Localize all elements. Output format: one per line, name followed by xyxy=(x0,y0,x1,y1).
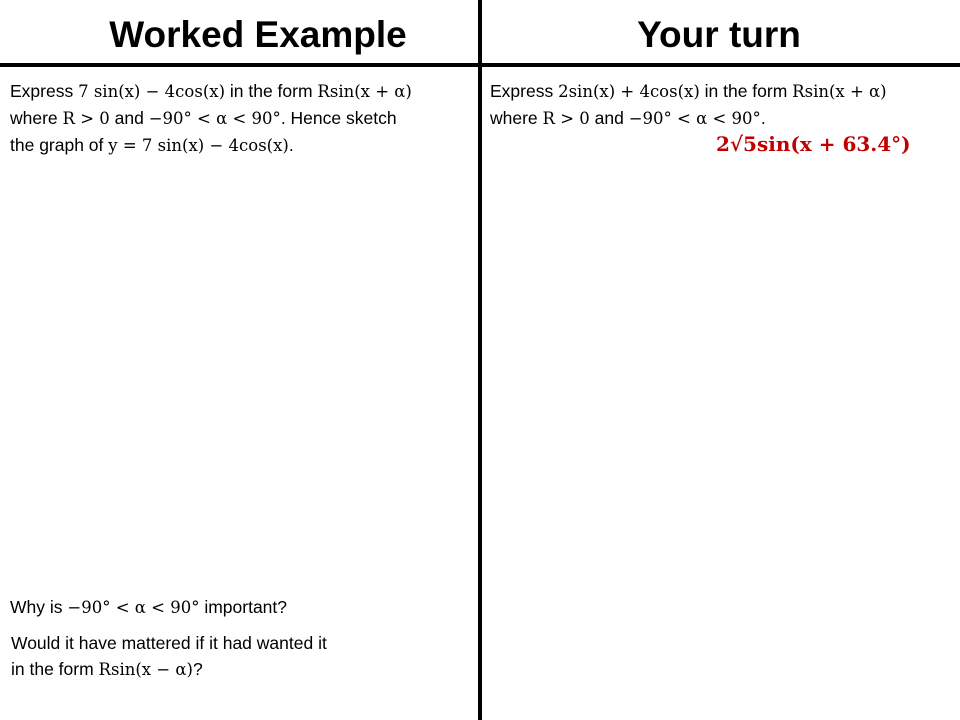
question-why-important xyxy=(10,594,472,621)
question-text: and xyxy=(589,108,629,128)
your-turn-question xyxy=(490,78,952,132)
your-turn-title: Your turn xyxy=(637,14,801,55)
math-condition-r: R > 0 xyxy=(542,109,590,128)
question-text: and xyxy=(109,108,149,128)
question-would-it-matter xyxy=(11,630,431,683)
question-text: . xyxy=(760,108,766,128)
math-form: Rsin(x + α) xyxy=(317,82,412,101)
question-text: where xyxy=(490,108,543,128)
worked-example-question xyxy=(10,78,472,159)
math-condition-alpha: −90° < α < 90° xyxy=(628,109,761,128)
math-condition-alpha: −90° < α < 90° xyxy=(67,598,200,617)
math-condition-r: R > 0 xyxy=(62,109,110,128)
math-expression: 2sin(x) + 4cos(x) xyxy=(558,82,700,101)
math-graph-equation: y = 7 sin(x) − 4cos(x) xyxy=(108,136,289,155)
question-text: in the form xyxy=(699,81,793,101)
column-divider xyxy=(478,0,482,720)
question-text: ? xyxy=(192,659,203,679)
question-text: . Hence sketch xyxy=(280,108,397,128)
worked-example-title: Worked Example xyxy=(109,14,407,55)
math-form-minus: Rsin(x − α) xyxy=(98,660,193,679)
question-text: the graph of xyxy=(10,135,109,155)
question-text: where xyxy=(10,108,63,128)
question-text: Express xyxy=(10,81,79,101)
question-text: important? xyxy=(199,597,288,617)
your-turn-answer: 2√5sin(x + 63.4°) xyxy=(716,132,911,156)
question-text: Why is xyxy=(10,597,68,617)
question-text: Would it have mattered if it had wanted it xyxy=(11,633,327,653)
math-expression: 7 sin(x) − 4cos(x) xyxy=(78,82,226,101)
math-form: Rsin(x + α) xyxy=(792,82,887,101)
question-text: in the form xyxy=(225,81,318,101)
question-text: Express xyxy=(490,81,559,101)
question-text: in the form xyxy=(11,659,99,679)
question-text: . xyxy=(288,135,294,155)
math-condition-alpha: −90° < α < 90° xyxy=(148,109,281,128)
